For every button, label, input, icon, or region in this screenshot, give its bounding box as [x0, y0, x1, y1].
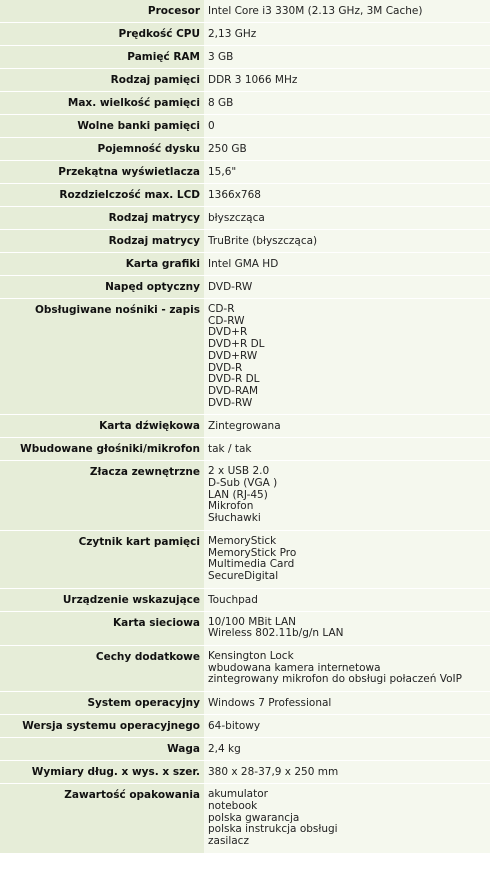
spec-label: Rozdzielczość max. LCD	[0, 184, 204, 207]
spec-value-cell	[204, 692, 490, 715]
spec-row	[0, 438, 490, 461]
spec-value-cell	[204, 230, 490, 253]
spec-value: Intel GMA HD	[208, 258, 279, 270]
spec-value: 2,4 kg	[208, 743, 241, 756]
spec-value: 10/100 MBit LAN	[208, 615, 297, 628]
spec-label: Wymiary dług. x wys. x szer.	[0, 761, 204, 784]
spec-value: wbudowana kamera internetowa	[208, 661, 381, 674]
spec-value-cell	[204, 611, 490, 645]
spec-value-cell	[204, 299, 490, 415]
spec-value: LAN (RJ-45)	[208, 488, 268, 501]
spec-label: Urządzenie wskazujące	[0, 588, 204, 611]
spec-value-cell	[204, 23, 490, 46]
spec-label: Wolne banki pamięci	[0, 115, 204, 138]
spec-value: polska gwarancja	[208, 811, 300, 824]
spec-value-cell	[204, 276, 490, 299]
spec-label: Przekątna wyświetlacza	[0, 161, 204, 184]
spec-value-cell	[204, 0, 490, 23]
spec-value: DDR 3 1066 MHz	[208, 74, 298, 86]
spec-label: Pojemność dysku	[0, 138, 204, 161]
spec-row	[0, 611, 490, 645]
spec-value: 2,13 GHz	[208, 28, 257, 40]
spec-row	[0, 0, 490, 23]
spec-value: zintegrowany mikrofon do obsługi połaczeń VoIP	[208, 673, 462, 686]
spec-value-cell	[204, 46, 490, 69]
spec-label: Prędkość CPU	[0, 23, 204, 46]
spec-label: Cechy dodatkowe	[0, 646, 204, 692]
spec-value: tak / tak	[208, 443, 252, 456]
spec-label: Karta grafiki	[0, 253, 204, 276]
spec-row	[0, 184, 490, 207]
spec-value: CD-R	[208, 303, 235, 315]
spec-row	[0, 115, 490, 138]
spec-row	[0, 415, 490, 438]
spec-value: SecureDigital	[208, 569, 279, 582]
spec-value: D-Sub (VGA )	[208, 477, 278, 490]
spec-value: DVD-RW	[208, 281, 253, 293]
spec-value: polska instrukcja obsługi	[208, 823, 338, 836]
spec-label: Karta dźwiękowa	[0, 415, 204, 438]
spec-value-cell	[204, 738, 490, 761]
spec-value-cell	[204, 207, 490, 230]
spec-row	[0, 715, 490, 738]
spec-label: Obsługiwane nośniki - zapis	[0, 299, 204, 415]
spec-value: 64-bitowy	[208, 720, 261, 733]
spec-row	[0, 69, 490, 92]
spec-row	[0, 276, 490, 299]
spec-value-cell	[204, 588, 490, 611]
spec-value: 15,6"	[208, 166, 237, 178]
spec-value: Zintegrowana	[208, 420, 281, 433]
spec-row	[0, 588, 490, 611]
spec-value: Kensington Lock	[208, 650, 294, 663]
spec-value: 250 GB	[208, 143, 247, 155]
spec-label: Karta sieciowa	[0, 611, 204, 645]
spec-row	[0, 761, 490, 784]
spec-row	[0, 738, 490, 761]
spec-label: Procesor	[0, 0, 204, 23]
spec-row	[0, 299, 490, 415]
spec-value: 8 GB	[208, 97, 234, 109]
spec-label: Wbudowane głośniki/mikrofon	[0, 438, 204, 461]
spec-value: błyszcząca	[208, 212, 265, 224]
spec-value-cell	[204, 646, 490, 692]
spec-label: Max. wielkość pamięci	[0, 92, 204, 115]
spec-row	[0, 530, 490, 588]
spec-value: DVD+R	[208, 326, 248, 339]
spec-value: Wireless 802.11b/g/n LAN	[208, 627, 344, 640]
spec-row	[0, 161, 490, 184]
spec-row	[0, 253, 490, 276]
spec-value: akumulator	[208, 788, 268, 801]
spec-value-cell	[204, 161, 490, 184]
spec-label: Waga	[0, 738, 204, 761]
spec-value-cell	[204, 438, 490, 461]
spec-value: 380 x 28-37,9 x 250 mm	[208, 766, 339, 779]
spec-value: Intel Core i3 330M (2.13 GHz, 3M Cache)	[208, 5, 423, 17]
spec-label: System operacyjny	[0, 692, 204, 715]
spec-value-cell	[204, 784, 490, 854]
spec-label: Pamięć RAM	[0, 46, 204, 69]
spec-value-cell	[204, 253, 490, 276]
spec-value: 1366x768	[208, 189, 261, 201]
spec-row	[0, 46, 490, 69]
spec-value: notebook	[208, 799, 258, 812]
spec-value: CD-RW	[208, 314, 245, 327]
spec-label: Zawartość opakowania	[0, 784, 204, 854]
spec-value: Windows 7 Professional	[208, 697, 332, 710]
spec-row	[0, 23, 490, 46]
spec-value: DVD+RW	[208, 349, 258, 362]
spec-value: Słuchawki	[208, 512, 261, 525]
spec-row	[0, 138, 490, 161]
spec-label: Rodzaj pamięci	[0, 69, 204, 92]
spec-value: 0	[208, 120, 215, 132]
spec-label: Złacza zewnętrzne	[0, 461, 204, 531]
spec-value: Mikrofon	[208, 500, 254, 513]
spec-row	[0, 692, 490, 715]
spec-row	[0, 230, 490, 253]
spec-value: 3 GB	[208, 51, 234, 63]
spec-label: Wersja systemu operacyjnego	[0, 715, 204, 738]
spec-label: Rodzaj matrycy	[0, 207, 204, 230]
spec-row	[0, 207, 490, 230]
spec-label: Rodzaj matrycy	[0, 230, 204, 253]
spec-value: DVD-R	[208, 361, 243, 374]
spec-row	[0, 646, 490, 692]
spec-value-cell	[204, 115, 490, 138]
spec-value-cell	[204, 761, 490, 784]
spec-value-cell	[204, 92, 490, 115]
spec-value: 2 x USB 2.0	[208, 465, 270, 478]
spec-value: TruBrite (błyszcząca)	[208, 235, 318, 247]
spec-value: Multimedia Card	[208, 558, 295, 571]
spec-value: DVD+R DL	[208, 338, 265, 351]
spec-value: MemoryStick Pro	[208, 546, 297, 559]
spec-value-cell	[204, 184, 490, 207]
spec-row	[0, 784, 490, 854]
spec-value-cell	[204, 138, 490, 161]
spec-value-cell	[204, 415, 490, 438]
spec-value-cell	[204, 461, 490, 531]
spec-label: Napęd optyczny	[0, 276, 204, 299]
spec-value: DVD-RAM	[208, 384, 259, 397]
spec-value: DVD-RW	[208, 396, 253, 409]
spec-row	[0, 92, 490, 115]
spec-value-cell	[204, 530, 490, 588]
spec-value-cell	[204, 69, 490, 92]
spec-value: zasilacz	[208, 834, 249, 847]
spec-value: DVD-R DL	[208, 373, 260, 386]
spec-value: Touchpad	[208, 593, 258, 606]
spec-label: Czytnik kart pamięci	[0, 530, 204, 588]
spec-row	[0, 461, 490, 531]
spec-value-cell	[204, 715, 490, 738]
spec-value: MemoryStick	[208, 534, 277, 547]
